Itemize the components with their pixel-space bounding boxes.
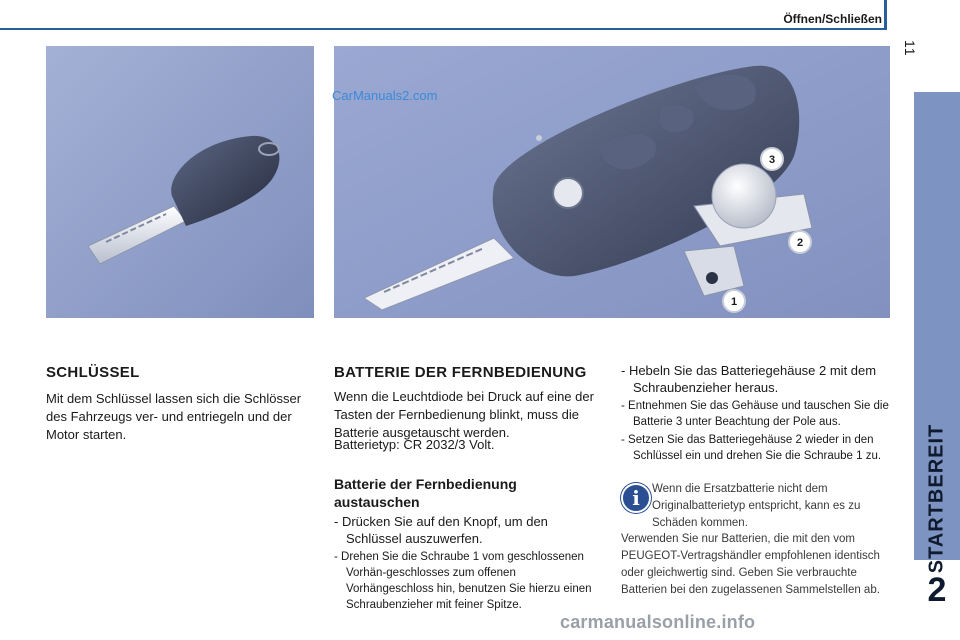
battery-type: Batterietyp: CR 2032/3 Volt.: [334, 437, 495, 452]
callout-1: 1: [730, 296, 738, 308]
replace-step: - Setzen Sie das Batteriegehäuse 2 wieder in den Schlüssel ein und drehen Sie die Schraube 1 zu.: [621, 434, 882, 462]
replace-step: - Entnehmen Sie das Gehäuse und tauschen Sie die Batterie 3 unter Beachtung der Pole aus.: [621, 400, 889, 428]
key-photo: [46, 46, 314, 318]
keys-text: Mit dem Schlüssel lassen sich die Schlösser des Fahrzeugs ver- und entriegeln und der Motor starten.: [46, 391, 302, 442]
remote-battery-photo: [334, 46, 890, 318]
note-body: Verwenden Sie nur Batterien, die mit den vom PEUGEOT-Vertragshändler empfohlenen identisch oder gleichwertig sind. Geben Sie verbrauchte Batterien bei den zugelassenen Sammelstellen ab.: [621, 533, 880, 596]
keys-heading: SCHLÜSSEL: [46, 364, 140, 381]
header-rule-tick: [884, 0, 887, 30]
replace-step: - Hebeln Sie das Batteriegehäuse 2 mit dem Schraubenzieher heraus.: [621, 363, 877, 395]
continued-steps-list: [621, 362, 891, 466]
chapter-tab-label-wrap: [914, 92, 960, 574]
remote-battery-heading: BATTERIE DER FERNBEDIENUNG: [334, 364, 587, 381]
note-lead: Wenn die Ersatzbatterie nicht dem Originalbatterietyp entspricht, kann es zu Schäden kommen.: [652, 483, 861, 529]
header-rule: [0, 28, 884, 30]
section-title: Öffnen/Schließen: [783, 12, 882, 26]
info-icon: i: [621, 483, 651, 513]
callout-2: 2: [796, 237, 804, 249]
replace-step: - Drücken Sie auf den Knopf, um den Schlüssel auszuwerfen.: [334, 514, 548, 546]
remote-battery-text: Wenn die Leuchtdiode bei Druck auf eine der Tasten der Fernbedienung blinkt, muss die Batterie ausgetauscht werden.: [334, 389, 594, 440]
remote-illustration: [334, 46, 890, 318]
chapter-tab-label: STARTBEREIT: [925, 423, 948, 574]
callout-3: 3: [768, 154, 776, 166]
chapter-number: 2: [927, 570, 947, 609]
replace-steps-list: [334, 513, 604, 615]
page-number: 11: [902, 40, 918, 57]
footer-watermark: carmanualsonline.info: [560, 612, 756, 632]
replace-step: - Drehen Sie die Schraube 1 vom geschlossenen Vorhän-geschlosses zum offenen Vorhängeschloss hin, benutzen Sie hierzu einen Schraubenzieher mit feiner Spitze.: [334, 551, 592, 611]
replace-battery-subheading: Batterie der Fernbedienung austauschen: [334, 476, 517, 510]
key-illustration: [46, 46, 314, 318]
figure-watermark: CarManuals2.com: [332, 88, 438, 103]
